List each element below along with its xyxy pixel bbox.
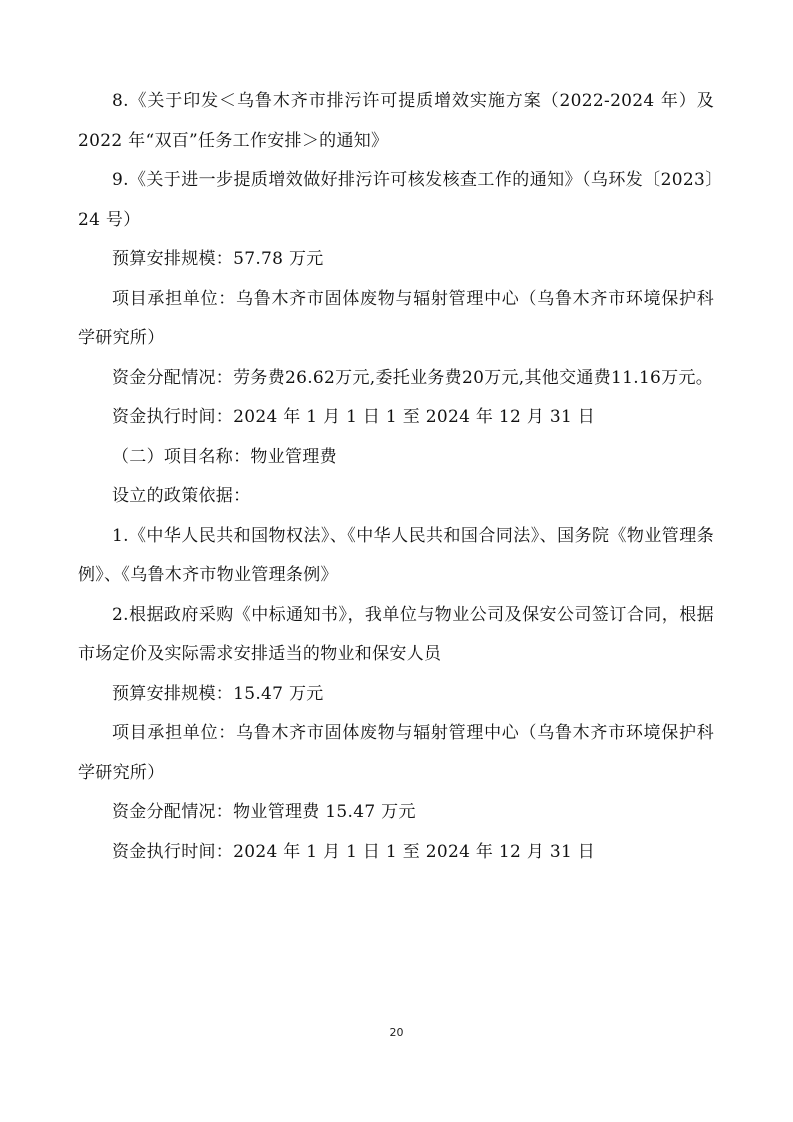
reference-item-8: 8.《关于印发＜乌鲁木齐市排污许可提质增效实施方案（2022-2024 年）及 2022 年“双百”任务工作安排＞的通知》 [78, 91, 714, 151]
execution-period: 资金执行时间：2024 年 1 月 1 日 1 至 2024 年 12 月 31 日 [112, 841, 596, 862]
responsible-unit: 项目承担单位：乌鲁木齐市固体废物与辐射管理中心（乌鲁木齐市环境保护科学研究所） [78, 288, 714, 348]
document-body [78, 82, 714, 872]
project-name-heading: （二）项目名称：物业管理费 [112, 446, 337, 467]
execution-period: 资金执行时间：2024 年 1 月 1 日 1 至 2024 年 12 月 31 日 [112, 407, 596, 427]
responsible-unit: 项目承担单位：乌鲁木齐市固体废物与辐射管理中心（乌鲁木齐市环境保护科学研究所） [78, 723, 714, 783]
budget-scale: 预算安排规模：57.78 万元 [112, 249, 324, 269]
page-number: 20 [389, 1026, 404, 1039]
budget-scale: 预算安排规模：15.47 万元 [112, 683, 324, 704]
fund-allocation: 资金分配情况：物业管理费 15.47 万元 [112, 802, 416, 822]
policy-item-2: 2.根据政府采购《中标通知书》，我单位与物业公司及保安公司签订合同，根据市场定价及实际需求安排适当的物业和保安人员 [78, 604, 714, 664]
fund-allocation: 资金分配情况：劳务费26.62万元,委托业务费20万元,其他交通费11.16万元。 [112, 367, 714, 388]
policy-item-1: 1.《中华人民共和国物权法》、《中华人民共和国合同法》、国务院《物业管理条例》、《乌鲁木齐市物业管理条例》 [78, 525, 714, 585]
policy-basis-heading: 设立的政策依据： [112, 486, 251, 506]
reference-item-9: 9.《关于进一步提质增效做好排污许可核发核查工作的通知》（乌环发〔2023〕24 号） [78, 170, 714, 230]
